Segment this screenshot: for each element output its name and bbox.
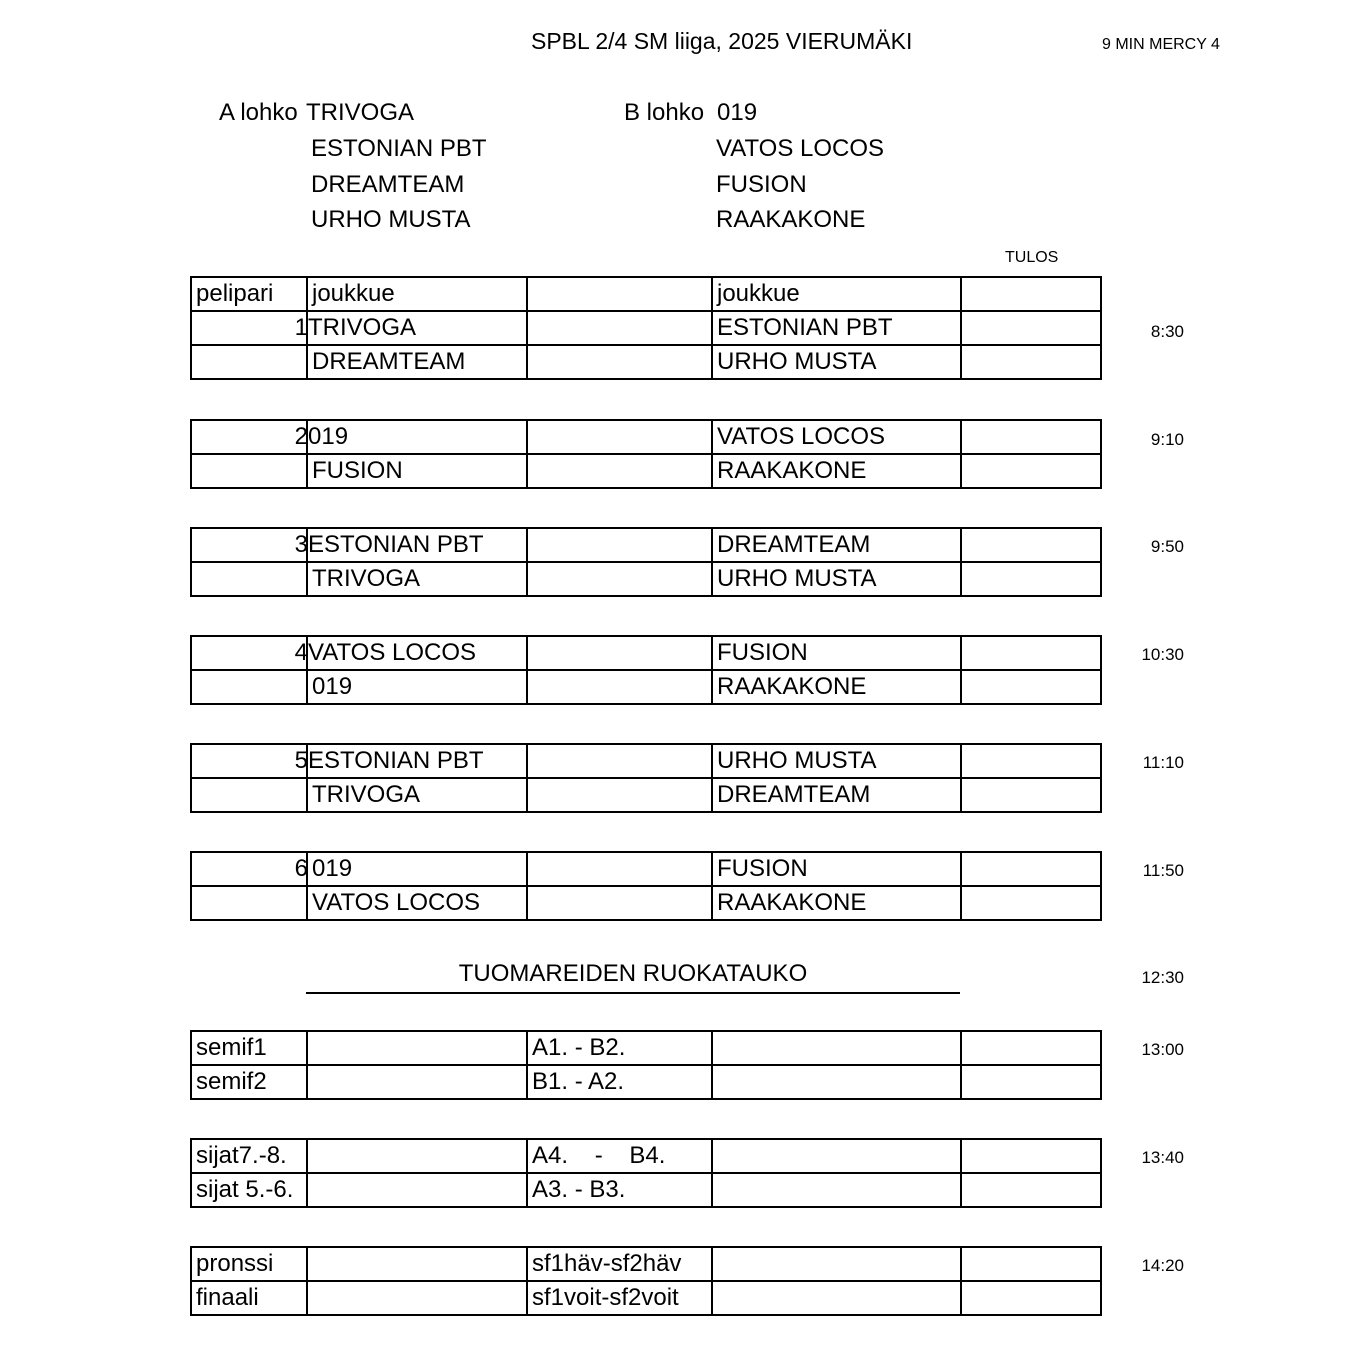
empty-cell bbox=[527, 886, 712, 920]
result-cell bbox=[961, 744, 1101, 778]
away-team: DREAMTEAM bbox=[712, 778, 961, 812]
header-team2: joukkue bbox=[712, 277, 961, 311]
home-team: VATOS LOCOS bbox=[307, 636, 527, 670]
result-cell bbox=[961, 420, 1101, 454]
result-cell bbox=[961, 528, 1101, 562]
game-label: sijat7.-8. bbox=[191, 1139, 307, 1173]
round-number: 6 bbox=[294, 855, 308, 882]
table-row bbox=[191, 744, 1101, 778]
home-team: 019 bbox=[307, 420, 527, 454]
empty-cell bbox=[527, 744, 712, 778]
group-a-team: URHO MUSTA bbox=[311, 206, 471, 233]
away-team: VATOS LOCOS bbox=[712, 420, 961, 454]
game-label: pronssi bbox=[191, 1247, 307, 1281]
lunch-time: 12:30 bbox=[1141, 968, 1184, 987]
round-number-cell bbox=[191, 636, 307, 670]
empty-cell bbox=[527, 420, 712, 454]
header-row bbox=[191, 277, 1101, 311]
playoff-time: 13:00 bbox=[1141, 1040, 1184, 1059]
empty-cell bbox=[191, 670, 307, 704]
round-number-cell bbox=[191, 420, 307, 454]
pairing: sf1häv-sf2häv bbox=[527, 1247, 712, 1281]
round-number: 1 bbox=[294, 314, 308, 341]
group-b-team: 019 bbox=[717, 99, 758, 126]
away-team: RAAKAKONE bbox=[712, 670, 961, 704]
empty-cell bbox=[191, 778, 307, 812]
away-team: URHO MUSTA bbox=[712, 562, 961, 596]
group-a-team: TRIVOGA bbox=[306, 99, 415, 126]
table-row bbox=[191, 1065, 1101, 1099]
empty-cell bbox=[527, 345, 712, 379]
round-2-table bbox=[190, 419, 1102, 489]
empty-cell bbox=[712, 1139, 961, 1173]
table-row bbox=[191, 1247, 1101, 1281]
away-team: URHO MUSTA bbox=[712, 345, 961, 379]
playoff-time: 13:40 bbox=[1141, 1148, 1184, 1167]
round-number: 3 bbox=[294, 531, 308, 558]
round-number-cell bbox=[191, 311, 307, 345]
away-team: FUSION bbox=[712, 852, 961, 886]
home-team: TRIVOGA bbox=[307, 562, 527, 596]
lunch-break-label: TUOMAREIDEN RUOKATAUKO bbox=[306, 960, 960, 994]
result-cell bbox=[961, 1173, 1101, 1207]
game-label: semif1 bbox=[191, 1031, 307, 1065]
result-cell bbox=[961, 1031, 1101, 1065]
round-number: 5 bbox=[294, 747, 308, 774]
table-row bbox=[191, 636, 1101, 670]
pairing: A3. - B3. bbox=[527, 1173, 712, 1207]
placement-table bbox=[190, 1138, 1102, 1208]
empty-cell bbox=[307, 1065, 527, 1099]
result-cell bbox=[961, 454, 1101, 488]
table-row bbox=[191, 1031, 1101, 1065]
empty-cell bbox=[527, 670, 712, 704]
table-row bbox=[191, 562, 1101, 596]
round-5-table bbox=[190, 743, 1102, 813]
result-cell bbox=[961, 311, 1101, 345]
table-row bbox=[191, 420, 1101, 454]
table-row bbox=[191, 311, 1101, 345]
page-title: SPBL 2/4 SM liiga, 2025 VIERUMÄKI bbox=[531, 28, 913, 54]
group-a-label: A lohko bbox=[219, 99, 298, 126]
game-label: finaali bbox=[191, 1281, 307, 1315]
empty-cell bbox=[307, 1031, 527, 1065]
group-b-label: B lohko bbox=[624, 99, 705, 126]
round-time: 9:50 bbox=[1150, 537, 1184, 556]
round-time: 10:30 bbox=[1141, 645, 1184, 664]
group-b-team: VATOS LOCOS bbox=[716, 135, 885, 162]
round-number-cell bbox=[191, 852, 307, 886]
home-team: 019 bbox=[307, 670, 527, 704]
empty-cell bbox=[712, 1065, 961, 1099]
mercy-rule-note: 9 MIN MERCY 4 bbox=[1102, 36, 1220, 53]
home-team: DREAMTEAM bbox=[307, 345, 527, 379]
game-label: sijat 5.-6. bbox=[191, 1173, 307, 1207]
group-b-team: RAAKAKONE bbox=[716, 206, 866, 233]
finals-table bbox=[190, 1246, 1102, 1316]
empty-cell bbox=[527, 454, 712, 488]
empty-cell bbox=[527, 778, 712, 812]
round-3-table bbox=[190, 527, 1102, 597]
result-cell bbox=[961, 277, 1101, 311]
result-cell bbox=[961, 1247, 1101, 1281]
away-team: URHO MUSTA bbox=[712, 744, 961, 778]
round-4-table bbox=[190, 635, 1102, 705]
home-team: TRIVOGA bbox=[307, 311, 527, 345]
header-team1: joukkue bbox=[307, 277, 527, 311]
round-time: 9:10 bbox=[1150, 430, 1184, 449]
round-number: 2 bbox=[294, 423, 308, 450]
game-label: semif2 bbox=[191, 1065, 307, 1099]
pairing: sf1voit-sf2voit bbox=[527, 1281, 712, 1315]
pairing: B1. - A2. bbox=[527, 1065, 712, 1099]
home-team: 019 bbox=[307, 852, 527, 886]
empty-cell bbox=[307, 1173, 527, 1207]
away-team: RAAKAKONE bbox=[712, 886, 961, 920]
result-cell bbox=[961, 636, 1101, 670]
result-cell bbox=[961, 852, 1101, 886]
empty-cell bbox=[527, 277, 712, 311]
empty-cell bbox=[712, 1173, 961, 1207]
home-team: TRIVOGA bbox=[307, 778, 527, 812]
pairing: A4. - B4. bbox=[527, 1139, 712, 1173]
round-time: 11:10 bbox=[1142, 753, 1184, 772]
empty-cell bbox=[527, 852, 712, 886]
result-column-label: TULOS bbox=[1005, 249, 1059, 266]
table-row bbox=[191, 454, 1101, 488]
round-time: 8:30 bbox=[1150, 322, 1184, 341]
table-row bbox=[191, 778, 1101, 812]
empty-cell bbox=[191, 886, 307, 920]
away-team: FUSION bbox=[712, 636, 961, 670]
table-row bbox=[191, 886, 1101, 920]
round-number-cell bbox=[191, 744, 307, 778]
home-team: ESTONIAN PBT bbox=[307, 744, 527, 778]
table-row bbox=[191, 1139, 1101, 1173]
empty-cell bbox=[712, 1281, 961, 1315]
result-cell bbox=[961, 1139, 1101, 1173]
empty-cell bbox=[527, 636, 712, 670]
empty-cell bbox=[527, 311, 712, 345]
empty-cell bbox=[527, 528, 712, 562]
result-cell bbox=[961, 670, 1101, 704]
empty-cell bbox=[307, 1139, 527, 1173]
result-cell bbox=[961, 1281, 1101, 1315]
round-1-table bbox=[190, 276, 1102, 380]
home-team: VATOS LOCOS bbox=[307, 886, 527, 920]
round-number-cell bbox=[191, 528, 307, 562]
header-pelipari: pelipari bbox=[191, 277, 307, 311]
empty-cell bbox=[307, 1281, 527, 1315]
table-row bbox=[191, 528, 1101, 562]
pairing: A1. - B2. bbox=[527, 1031, 712, 1065]
away-team: ESTONIAN PBT bbox=[712, 311, 961, 345]
table-row bbox=[191, 1281, 1101, 1315]
table-row bbox=[191, 345, 1101, 379]
table-row bbox=[191, 1173, 1101, 1207]
group-a-team: DREAMTEAM bbox=[311, 171, 465, 198]
empty-cell bbox=[527, 562, 712, 596]
empty-cell bbox=[191, 345, 307, 379]
group-b-team: FUSION bbox=[716, 171, 807, 198]
round-6-table bbox=[190, 851, 1102, 921]
round-time: 11:50 bbox=[1142, 861, 1184, 880]
away-team: RAAKAKONE bbox=[712, 454, 961, 488]
empty-cell bbox=[307, 1247, 527, 1281]
result-cell bbox=[961, 345, 1101, 379]
empty-cell bbox=[191, 562, 307, 596]
result-cell bbox=[961, 1065, 1101, 1099]
semifinal-table bbox=[190, 1030, 1102, 1100]
round-number: 4 bbox=[294, 639, 308, 666]
home-team: ESTONIAN PBT bbox=[307, 528, 527, 562]
table-row bbox=[191, 670, 1101, 704]
result-cell bbox=[961, 886, 1101, 920]
group-a-team: ESTONIAN PBT bbox=[311, 135, 487, 162]
result-cell bbox=[961, 562, 1101, 596]
result-cell bbox=[961, 778, 1101, 812]
away-team: DREAMTEAM bbox=[712, 528, 961, 562]
home-team: FUSION bbox=[307, 454, 527, 488]
empty-cell bbox=[712, 1031, 961, 1065]
table-row bbox=[191, 852, 1101, 886]
playoff-time: 14:20 bbox=[1141, 1256, 1184, 1275]
empty-cell bbox=[712, 1247, 961, 1281]
empty-cell bbox=[191, 454, 307, 488]
